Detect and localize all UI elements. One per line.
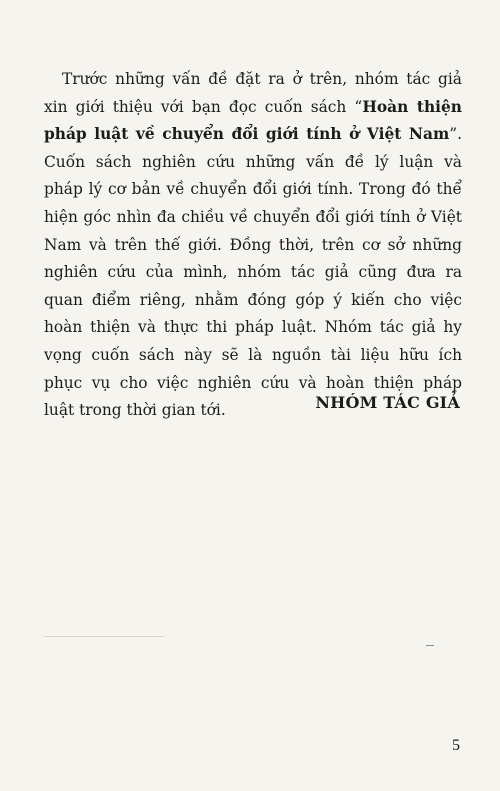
faint-footnote-rule (44, 636, 164, 637)
paragraph-line: Trước những vấn đề đặt ra ở trên, nhóm tác giả (62, 70, 462, 88)
paragraph-line: quan điểm riêng, nhằm đóng góp ý kiến cho việc (44, 290, 462, 309)
paragraph-line: pháp luật về chuyển đổi giới tính ở Việt Nam”. (44, 125, 462, 144)
paragraph-line: phục vụ cho việc nghiên cứu và hoàn thiện pháp (44, 373, 462, 392)
paragraph-line: vọng cuốn sách này sẽ là nguồn tài liệu hữu ích (44, 345, 462, 364)
paragraph-line: xin giới thiệu với bạn đọc cuốn sách “Hoàn thiện (44, 97, 462, 116)
paragraph-line: Nam và trên thế giới. Đồng thời, trên cơ sở những (44, 235, 462, 254)
main-paragraph (44, 66, 462, 425)
paragraph-line: hiện góc nhìn đa chiều về chuyển đổi giới tính ở Việt (44, 207, 462, 226)
paragraph-line: luật trong thời gian tới. (44, 401, 226, 420)
paragraph-line: pháp lý cơ bản về chuyển đổi giới tính. Trong đó thể (44, 180, 462, 199)
page-number: 5 (452, 737, 460, 754)
paragraph-line: hoàn thiện và thực thi pháp luật. Nhóm tác giả hy (44, 318, 462, 337)
author-signature: NHÓM TÁC GIẢ (315, 393, 460, 412)
small-dash-mark (426, 645, 434, 646)
bleed-through-text (44, 378, 464, 708)
paragraph-line: Cuốn sách nghiên cứu những vấn đề lý luận và (44, 152, 462, 171)
paragraph-line: nghiên cứu của mình, nhóm tác giả cũng đưa ra (44, 263, 462, 282)
